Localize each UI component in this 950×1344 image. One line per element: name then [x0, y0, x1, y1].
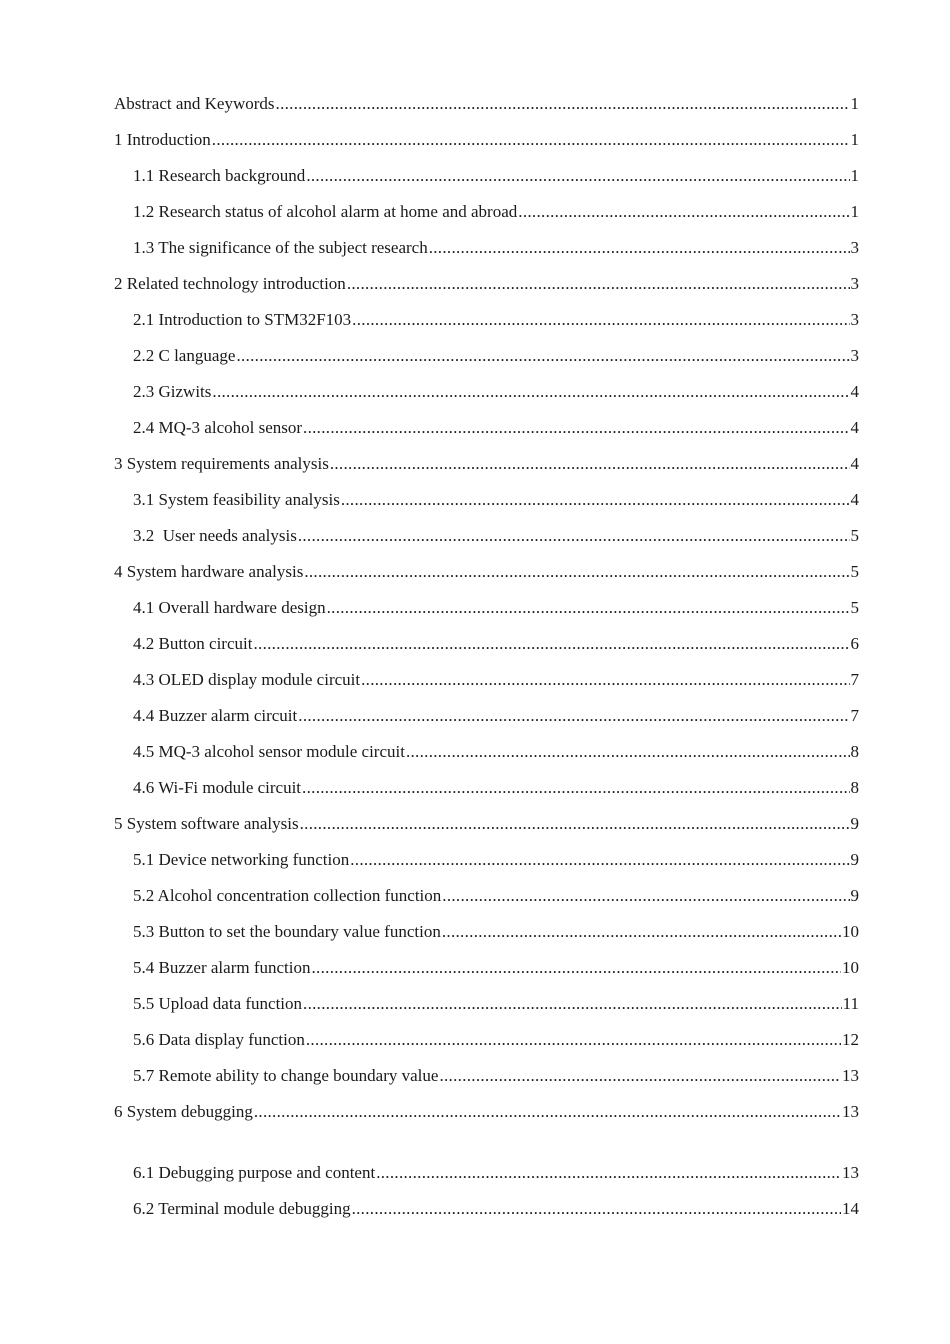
toc-entry-label: 6.2 Terminal module debugging	[133, 1199, 351, 1218]
dot-leader	[442, 882, 849, 910]
toc-entry-label: 4.6 Wi-Fi module circuit	[133, 778, 302, 797]
toc-entry-4-5[interactable]	[133, 738, 859, 774]
toc-entry-page: 9	[850, 814, 859, 833]
dot-leader	[302, 774, 849, 802]
toc-entry-page: 10	[842, 922, 859, 941]
toc-entry-page: 13	[842, 1102, 859, 1121]
dot-leader	[276, 90, 850, 118]
toc-entry-1-3[interactable]	[133, 234, 859, 270]
toc-entry-3-2[interactable]	[133, 522, 859, 558]
dot-leader	[352, 1195, 841, 1223]
toc-entry-4-4[interactable]	[133, 702, 859, 738]
dot-leader	[298, 702, 849, 730]
dot-leader	[300, 810, 850, 838]
toc-entry-label: 4.2 Button circuit	[133, 634, 253, 653]
toc-entry-page: 10	[842, 958, 859, 977]
toc-entry-label: 4.5 MQ-3 alcohol sensor module circuit	[133, 742, 405, 761]
toc-entry-label: 5 System software analysis	[114, 814, 299, 833]
toc-entry-page: 7	[850, 706, 859, 725]
dot-leader	[327, 594, 850, 622]
dot-leader	[518, 198, 849, 226]
dot-leader	[236, 342, 849, 370]
dot-leader	[212, 378, 849, 406]
table-of-contents	[0, 90, 950, 1231]
dot-leader	[361, 666, 849, 694]
dot-leader	[312, 954, 842, 982]
toc-entry-6[interactable]	[114, 1098, 859, 1134]
toc-entry-page: 5	[850, 526, 859, 545]
toc-entry-label: 5.4 Buzzer alarm function	[133, 958, 311, 977]
toc-entry-page: 3	[850, 238, 859, 257]
dot-leader	[303, 990, 842, 1018]
toc-entry-6-2[interactable]	[133, 1195, 859, 1231]
toc-entry-page: 1	[850, 166, 859, 185]
toc-entry-page: 13	[842, 1066, 859, 1085]
toc-entry-5-2[interactable]	[133, 882, 859, 918]
toc-entry-page: 4	[850, 490, 859, 509]
toc-entry-2[interactable]	[114, 270, 859, 306]
toc-entry-6-1[interactable]	[133, 1159, 859, 1195]
toc-entry-page: 14	[842, 1199, 859, 1218]
toc-entry-1-2[interactable]	[133, 198, 859, 234]
toc-entry-page: 4	[850, 454, 859, 473]
toc-entry-page: 11	[842, 994, 859, 1013]
toc-entry-page: 13	[842, 1163, 859, 1182]
dot-leader	[347, 270, 850, 298]
dot-leader	[352, 306, 849, 334]
toc-entry-label: 1.1 Research background	[133, 166, 306, 185]
toc-entry-label: 5.2 Alcohol concentration collection function	[133, 886, 442, 905]
toc-entry-label: 5.3 Button to set the boundary value function	[133, 922, 441, 941]
toc-entry-label: 3.1 System feasibility analysis	[133, 490, 340, 509]
toc-entry-page: 12	[842, 1030, 859, 1049]
toc-entry-3-1[interactable]	[133, 486, 859, 522]
toc-entry-label: Abstract and Keywords	[114, 94, 275, 113]
toc-entry-abstract[interactable]	[114, 90, 859, 126]
toc-entry-2-1[interactable]	[133, 306, 859, 342]
toc-entry-page: 8	[850, 742, 859, 761]
toc-entry-label: 4.4 Buzzer alarm circuit	[133, 706, 298, 725]
toc-entry-1[interactable]	[114, 126, 859, 162]
toc-entry-label: 1 Introduction	[114, 130, 211, 149]
dot-leader	[429, 234, 850, 262]
toc-entry-label: 5.1 Device networking function	[133, 850, 350, 869]
dot-leader	[253, 630, 849, 658]
toc-entry-page: 3	[850, 310, 859, 329]
toc-entry-label: 1.2 Research status of alcohol alarm at home and abroad	[133, 202, 518, 221]
toc-entry-4-2[interactable]	[133, 630, 859, 666]
dot-leader	[341, 486, 850, 514]
dot-leader	[254, 1098, 841, 1126]
dot-leader	[306, 1026, 841, 1054]
toc-entry-1-1[interactable]	[133, 162, 859, 198]
toc-entry-label: 2.3 Gizwits	[133, 382, 212, 401]
toc-entry-label: 5.6 Data display function	[133, 1030, 305, 1049]
toc-entry-label: 5.5 Upload data function	[133, 994, 303, 1013]
dot-leader	[304, 558, 849, 586]
toc-entry-5-7[interactable]	[133, 1062, 859, 1098]
toc-entry-label: 5.7 Remote ability to change boundary value	[133, 1066, 439, 1085]
toc-entry-label: 3.2 User needs analysis	[133, 526, 297, 545]
toc-entry-4-3[interactable]	[133, 666, 859, 702]
toc-entry-5-3[interactable]	[133, 918, 859, 954]
toc-entry-label: 2.1 Introduction to STM32F103	[133, 310, 352, 329]
toc-entry-label: 2 Related technology introduction	[114, 274, 346, 293]
toc-entry-5[interactable]	[114, 810, 859, 846]
toc-entry-5-5[interactable]	[133, 990, 859, 1026]
toc-entry-page: 1	[850, 94, 859, 113]
toc-entry-page: 4	[850, 418, 859, 437]
toc-entry-label: 1.3 The significance of the subject research	[133, 238, 428, 257]
toc-entry-page: 5	[850, 598, 859, 617]
dot-leader	[406, 738, 850, 766]
toc-entry-page: 8	[850, 778, 859, 797]
toc-entry-label: 4.1 Overall hardware design	[133, 598, 326, 617]
toc-entry-5-4[interactable]	[133, 954, 859, 990]
toc-entry-label: 3 System requirements analysis	[114, 454, 329, 473]
toc-entry-page: 1	[850, 130, 859, 149]
toc-entry-page: 5	[850, 562, 859, 581]
dot-leader	[439, 1062, 841, 1090]
toc-entry-page: 1	[850, 202, 859, 221]
dot-leader	[330, 450, 850, 478]
dot-leader	[306, 162, 849, 190]
dot-leader	[350, 846, 849, 874]
dot-leader	[298, 522, 850, 550]
toc-entry-label: 2.2 C language	[133, 346, 236, 365]
toc-entry-4[interactable]	[114, 558, 859, 594]
dot-leader	[303, 414, 849, 442]
dot-leader	[376, 1159, 841, 1187]
toc-entry-page: 3	[850, 274, 859, 293]
toc-entry-4-1[interactable]	[133, 594, 859, 630]
toc-entry-page: 7	[850, 670, 859, 689]
dot-leader	[442, 918, 841, 946]
toc-entry-label: 4.3 OLED display module circuit	[133, 670, 361, 689]
toc-entry-5-1[interactable]	[133, 846, 859, 882]
toc-entry-page: 3	[850, 346, 859, 365]
toc-entry-2-2[interactable]	[133, 342, 859, 378]
toc-entry-page: 9	[850, 850, 859, 869]
toc-entry-3[interactable]	[114, 450, 859, 486]
toc-entry-label: 2.4 MQ-3 alcohol sensor	[133, 418, 303, 437]
toc-entry-5-6[interactable]	[133, 1026, 859, 1062]
toc-entry-page: 6	[850, 634, 859, 653]
toc-entry-2-4[interactable]	[133, 414, 859, 450]
toc-entry-label: 4 System hardware analysis	[114, 562, 304, 581]
toc-entry-label: 6.1 Debugging purpose and content	[133, 1163, 376, 1182]
toc-entry-page: 9	[850, 886, 859, 905]
dot-leader	[212, 126, 850, 154]
toc-entry-4-6[interactable]	[133, 774, 859, 810]
toc-entry-label: 6 System debugging	[114, 1102, 253, 1121]
toc-entry-2-3[interactable]	[133, 378, 859, 414]
toc-entry-page: 4	[850, 382, 859, 401]
